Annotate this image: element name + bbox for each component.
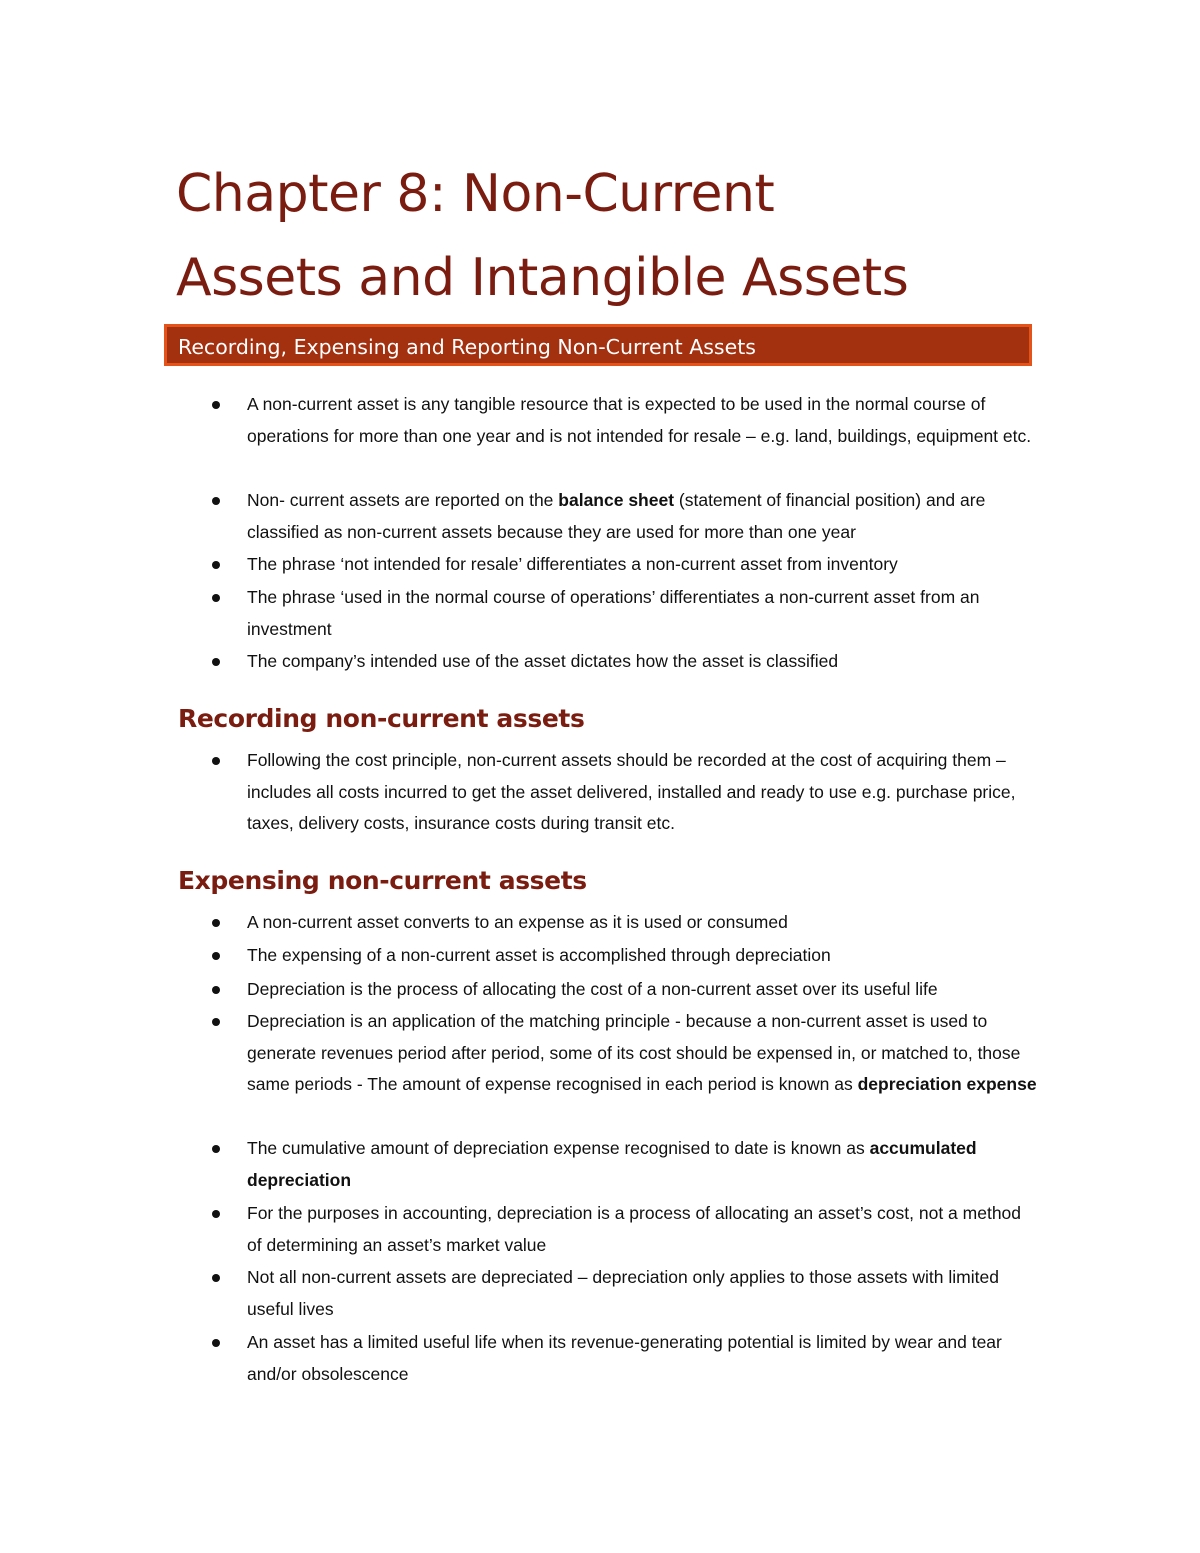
section-banner (164, 324, 1032, 366)
list-item-text: Depreciation is an application of the matching principle - because a non-current asset is used to generate revenues period after period, some of its cost should be expensed in, or matched to, those same periods - The amount of expense recognised in each period is known as depreciation expense (247, 1011, 1037, 1094)
bold-term: accumulated depreciation (247, 1138, 977, 1190)
bullet-icon (212, 1274, 220, 1282)
list-item-text: The expensing of a non-current asset is accomplished through depreciation (247, 945, 831, 965)
bullet-icon (212, 986, 220, 994)
bullet-icon (212, 1339, 220, 1347)
section-heading-expensing: Expensing non-current assets (178, 866, 587, 895)
bullet-icon (212, 919, 220, 927)
bullet-icon (212, 1145, 220, 1153)
bold-term: balance sheet (558, 490, 675, 510)
banner-text: Recording, Expensing and Reporting Non-Current Assets (178, 335, 756, 359)
bullet-icon (212, 594, 220, 602)
list-item-text: Non- current assets are reported on the balance sheet (statement of financial position) and are classified as non-current assets because they are used for more than one year (247, 490, 986, 542)
list-item-text: Following the cost principle, non-current assets should be recorded at the cost of acquiring them – includes all costs incurred to get the asset delivered, installed and ready to use e.g. purchase price, taxes, delivery costs, insurance costs during transit etc. (247, 750, 1016, 833)
bullet-icon (212, 952, 220, 960)
list-item-text: The phrase ‘used in the normal course of operations’ differentiates a non-current asset from an investment (247, 587, 980, 639)
bullet-icon (212, 497, 220, 505)
bullet-icon (212, 1018, 220, 1026)
list-item-text: Depreciation is the process of allocating the cost of a non-current asset over its useful life (247, 979, 938, 999)
bold-term: depreciation expense (857, 1074, 1037, 1094)
list-item-text: A non-current asset converts to an expense as it is used or consumed (247, 912, 788, 932)
bullet-icon (212, 401, 220, 409)
page-title (176, 152, 1076, 320)
list-item-text: The phrase ‘not intended for resale’ differentiates a non-current asset from inventory (247, 554, 898, 574)
bullet-icon (212, 561, 220, 569)
section-heading-recording: Recording non-current assets (178, 704, 585, 733)
title-line-2: Assets and Intangible Assets (176, 248, 909, 308)
list-item-text: An asset has a limited useful life when its revenue-generating potential is limited by wear and tear and/or obsolescence (247, 1332, 1002, 1384)
list-item-text: A non-current asset is any tangible resource that is expected to be used in the normal course of operations for more than one year and is not intended for resale – e.g. land, buildings, equipment etc. (247, 394, 1032, 446)
bullet-icon (212, 757, 220, 765)
list-item-text: For the purposes in accounting, depreciation is a process of allocating an asset’s cost, not a method of determining an asset’s market value (247, 1203, 1022, 1255)
bullet-icon (212, 658, 220, 666)
bullet-icon (212, 1210, 220, 1218)
list-item-text: The company’s intended use of the asset dictates how the asset is classified (247, 651, 839, 671)
title-line-1: Chapter 8: Non-Current (176, 164, 775, 224)
list-item-text: The cumulative amount of depreciation expense recognised to date is known as accumulated depreciation (247, 1138, 977, 1190)
list-item-text: Not all non-current assets are depreciated – depreciation only applies to those assets with limited useful lives (247, 1267, 999, 1319)
